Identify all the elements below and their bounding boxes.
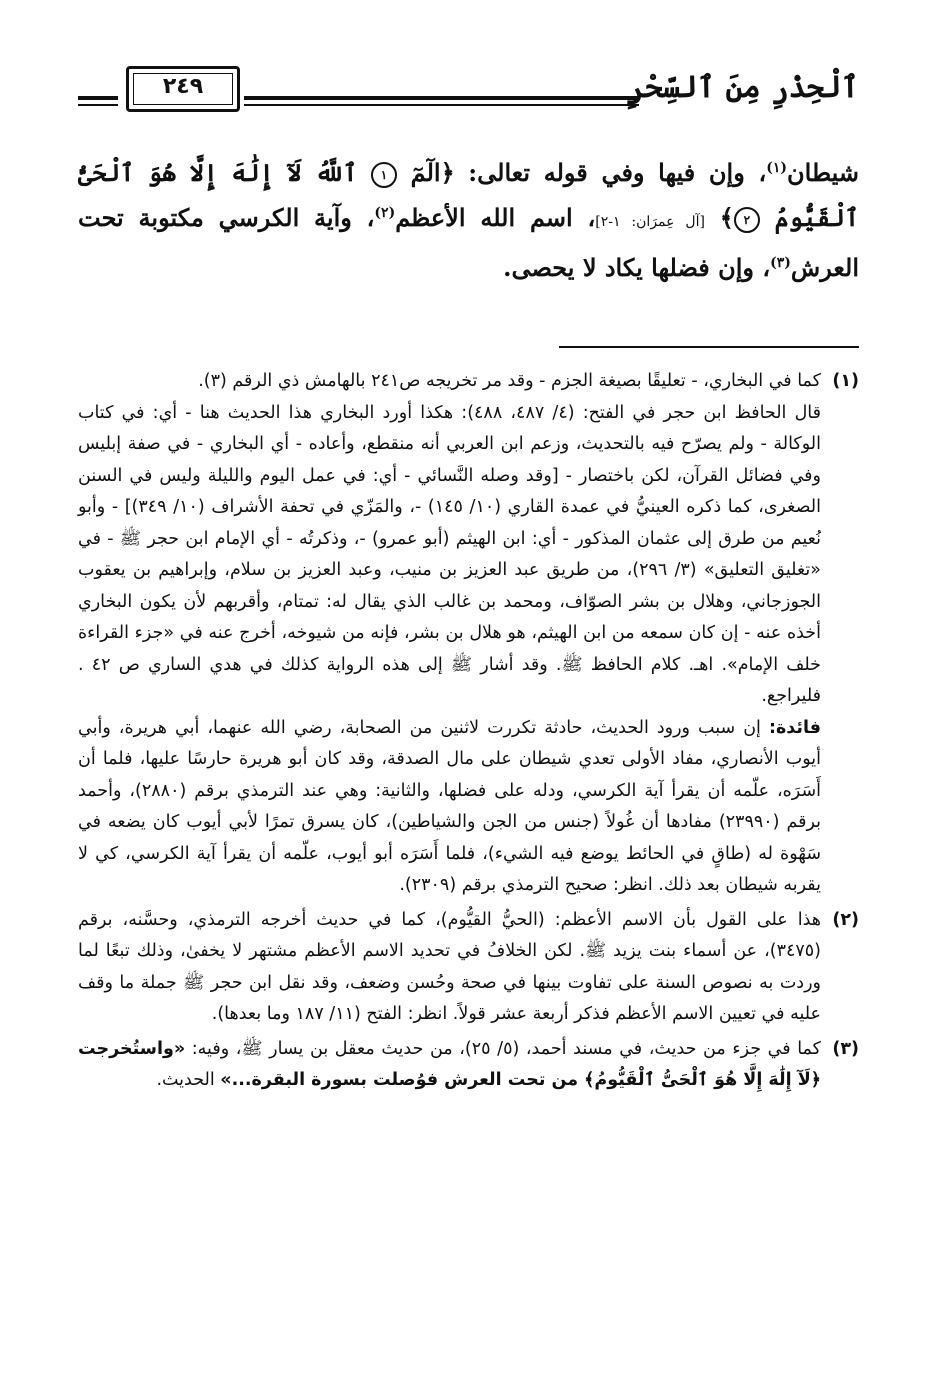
page-number-badge [126,66,240,112]
benefit-label: فائدة: [768,717,821,738]
footnote-separator [559,346,859,348]
footnote-text-run: كما في جزء من حديث، في مسند أحمد، (٥/ ٢٥)، من حديث معقل بن يسار ﷺ، وفيه: [185,1038,821,1059]
footnote-text: هذا على القول بأن الاسم الأعظم: (الحيُّ القيُّوم)، كما في حديث أخرجه الترمذي، وحسَّنه، برقم (٣٤٧٥)، عن أسماء بنت يزيد ﷺ. لكن الخلافُ في تحديد الاسم الأعظم مشتهر لا يخفىٰ، وذلك تبعًا لما وردت به نصوص السنة على تفاوت بينها في صحة وحُسن وضعف، وقد نقل ابن حجر ﷺ جملة ما وقف عليه في تعيين الاسم الأعظم فذكر أربعة عشر قولاً. انظر: الفتح (١١/ ١٨٧ وما بعدها). [78,909,821,1024]
main-text-run: شيطان [787,158,859,187]
footnotes [78,366,859,1100]
footnote-benefit [78,713,821,902]
footnote-3 [78,1034,859,1097]
footnote-ref-1[interactable]: (١) [766,160,788,176]
footnote-number: (١) [832,371,859,391]
header-rule-right [244,96,639,100]
footnote-text: قال الحافظ ابن حجر في الفتح: (٤/ ٤٨٧، ٤٨٨): هكذا أورد البخاري هذا الحديث هنا - أي: في كتاب الوكالة - ولم يصرّح فيه بالتحديث، وزعم ابن العربي أنه منقطع، وأعاده - أي البخاري - في صفة إبليس وفي فضائل القرآن، لكن باختصار - [وقد وصله النَّسائي - أي: في عمل اليوم والليلة وليس في السنن الصغرى، كما ذكره العينيُّ في عمدة القاري (١٠/ ١٤٥) -، والمَزّي في تحفة الأشراف (١٠/ ٣٤٩)] - وأبو نُعيم من طرق إلى عثمان المذكور - أي: ابن الهيثم (أبو عمرو) -، وذكرتُه - أي الإمام ابن حجر ﷺ - في «تغليق التعليق» (٣/ ٢٩٦)، من طريق عبد العزيز بن منيب، وعبد العزيز بن سلام، وإبراهيم بن يعقوب الجوزجاني، وهلال بن بشر الصوّاف، ومحمد بن غالب الذي يقال له: تمتام، وأقربهم لأن يكون البخاري أخذه عنه - إن كان سمعه من ابن الهيثم، هو هلال بن بشر، فإنه من شيوخه، أخرج عنه في «جزء القراءة خلف الإمام». اهـ. كلام الحافظ ﷺ. وقد أشار ﷺ إلى هذه الرواية كذلك في هدي الساري ص ٤٢ . فليراجع. [78,402,821,706]
quran-bracket: ﴾ [719,203,734,232]
quran-text: ﴿الٓمٓ [410,158,455,187]
header-rule-right-thin [244,104,639,106]
footnote-ref-2[interactable]: (٢) [374,205,396,221]
main-text-run: ، وإن فيها وفي قوله تعالى: [454,158,767,187]
hadith-quote: «واستُخرجت ﴿لَآ إِلَٰهَ إِلَّا هُوَ ٱلْحَىُّ ٱلْقَيُّومُ﴾ من تحت العرش فوُصلت بسورة البقرة...» [78,1038,821,1090]
footnote-text: كما في البخاري، - تعليقًا بصيغة الجزم - وقد مر تخريجه ص٢٤١ بالهامش ذي الرقم (٣). [198,371,821,391]
book-title: ٱلْحِذْرِ مِنَ ٱلسِّحْرِ [627,70,859,105]
footnote-text-run: الحديث. [156,1070,221,1090]
main-text-run: ، اسم الله الأعظم [395,203,596,232]
page-header [78,62,859,128]
footnote-ref-3[interactable]: (٣) [770,255,791,271]
footnote-2 [78,905,859,1031]
footnote-number: (٢) [832,909,859,930]
header-rule-left [78,96,118,100]
header-rule-left-thin [78,104,118,106]
page-number: ٢٤٩ [162,74,204,99]
footnote-text [78,1034,821,1097]
main-paragraph [78,150,859,290]
surah-reference: [آل عِمرَان: ١-٢] [595,214,705,230]
footnote-number: (٣) [832,1038,859,1059]
ayah-number-marker: ١ [371,162,397,188]
benefit-text: إن سبب ورود الحديث، حادثة تكررت لاثنين من الصحابة، رضي الله عنهما، أبي هريرة، وأبي أيوب الأنصاري، مفاد الأولى تعدي شيطان على مال الصدقة، وقد كان أبو هريرة حارسًا عليها، فلما أن أَسَرَه، علّمه أن يقرأ آية الكرسي، ودله على فضلها، والثانية: وهي عند الترمذي برقم (٢٨٨٠)، وأحمد برقم (٢٣٩٩٠) مفادها أن غُولاً (جنس من الجن والشياطين)، كان يسرق تمرًا لأبي أيوب كان يضعه في سَهْوة له (طاقٍ في الحائط يوضع فيه الشيء)، فلما أَسَرَه أبو أيوب، علّمه أن يقرأ آية الكرسي، كي لا يقربه شيطان بعد ذلك. انظر: صحيح الترمذي برقم (٢٣٠٩). [78,717,821,895]
main-text [78,150,859,290]
quran-text: ٱللَّهُ لَآ إِلَٰهَ إِلَّا هُوَ ٱلْحَىُّ ٱلْقَيُّومُ [78,158,859,232]
footnote-1 [78,366,859,902]
main-text-run: ، وإن فضلها يكاد لا يحصى. [503,253,771,282]
ayah-number-marker: ٢ [734,207,760,233]
main-text-run: ، وآية الكرسي مكتوبة تحت العرش [78,203,859,282]
